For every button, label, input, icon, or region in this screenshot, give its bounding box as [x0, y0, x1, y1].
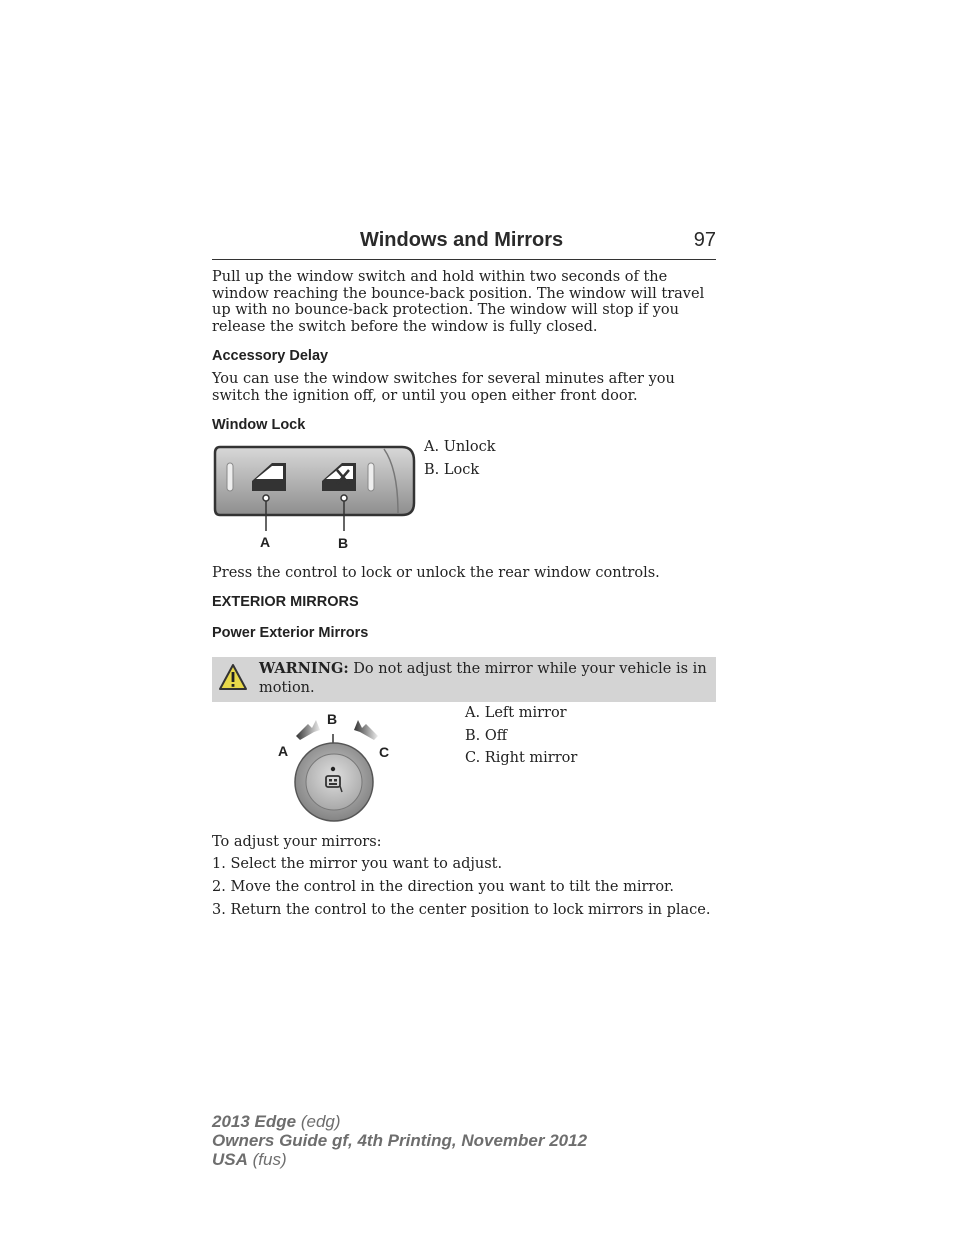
mirror-control-figure [272, 708, 402, 826]
step-3: 3. Return the control to the center position to lock mirrors in place. [212, 902, 711, 918]
footer-line-1: 2013 Edge (edg) [212, 1112, 341, 1131]
steps-intro: To adjust your mirrors: [212, 834, 382, 850]
mirror-label-b: B [327, 711, 338, 727]
footer-line-3: USA (fus) [212, 1150, 287, 1169]
mirror-label-a: A [278, 743, 289, 759]
warning-text [259, 659, 709, 698]
legend-left-mirror: A. Left mirror [465, 705, 567, 721]
window-lock-heading: Window Lock [212, 417, 306, 433]
legend-unlock: A. Unlock [424, 439, 496, 455]
page-number: 97 [693, 229, 716, 251]
window-lock-label-a: A [260, 534, 271, 550]
window-lock-switch-figure [212, 441, 418, 553]
intro-paragraph: Pull up the window switch and hold within two seconds of the window reaching the bounce-back position. The window will travel up with no bounce-back protection. The window will stop if you release the switch before the window is fully closed. [212, 269, 705, 335]
mirror-legend [465, 702, 577, 770]
page-title: Windows and Mirrors [360, 229, 564, 251]
warning-label: WARNING: [259, 660, 349, 677]
window-lock-body: Press the control to lock or unlock the rear window controls. [212, 565, 660, 581]
mirror-label-c: C [379, 744, 390, 760]
warning-message: Do not adjust the mirror while your vehicle is in motion. [259, 661, 707, 696]
accessory-delay-body: You can use the window switches for several minutes after you switch the ignition off, or until you open either front door. [212, 371, 675, 404]
warning-box [212, 657, 716, 702]
left-tilt-arrow-icon [296, 720, 320, 740]
warning-triangle-icon [218, 663, 248, 691]
page-header [212, 229, 716, 260]
window-lock-legend [424, 436, 496, 482]
footer-line-2: Owners Guide gf, 4th Printing, November 2012 [212, 1131, 588, 1150]
power-exterior-mirrors-heading: Power Exterior Mirrors [212, 625, 369, 641]
legend-off: B. Off [465, 727, 508, 744]
legend-lock: B. Lock [424, 462, 480, 478]
footer [212, 1112, 587, 1169]
window-lock-label-b: B [338, 535, 349, 551]
accessory-delay-heading: Accessory Delay [212, 348, 329, 364]
exterior-mirrors-heading: EXTERIOR MIRRORS [212, 594, 359, 610]
step-1: 1. Select the mirror you want to adjust. [212, 856, 503, 872]
right-tilt-arrow-icon [354, 720, 378, 740]
step-2: 2. Move the control in the direction you want to tilt the mirror. [212, 879, 675, 895]
legend-right-mirror: C. Right mirror [465, 750, 578, 766]
